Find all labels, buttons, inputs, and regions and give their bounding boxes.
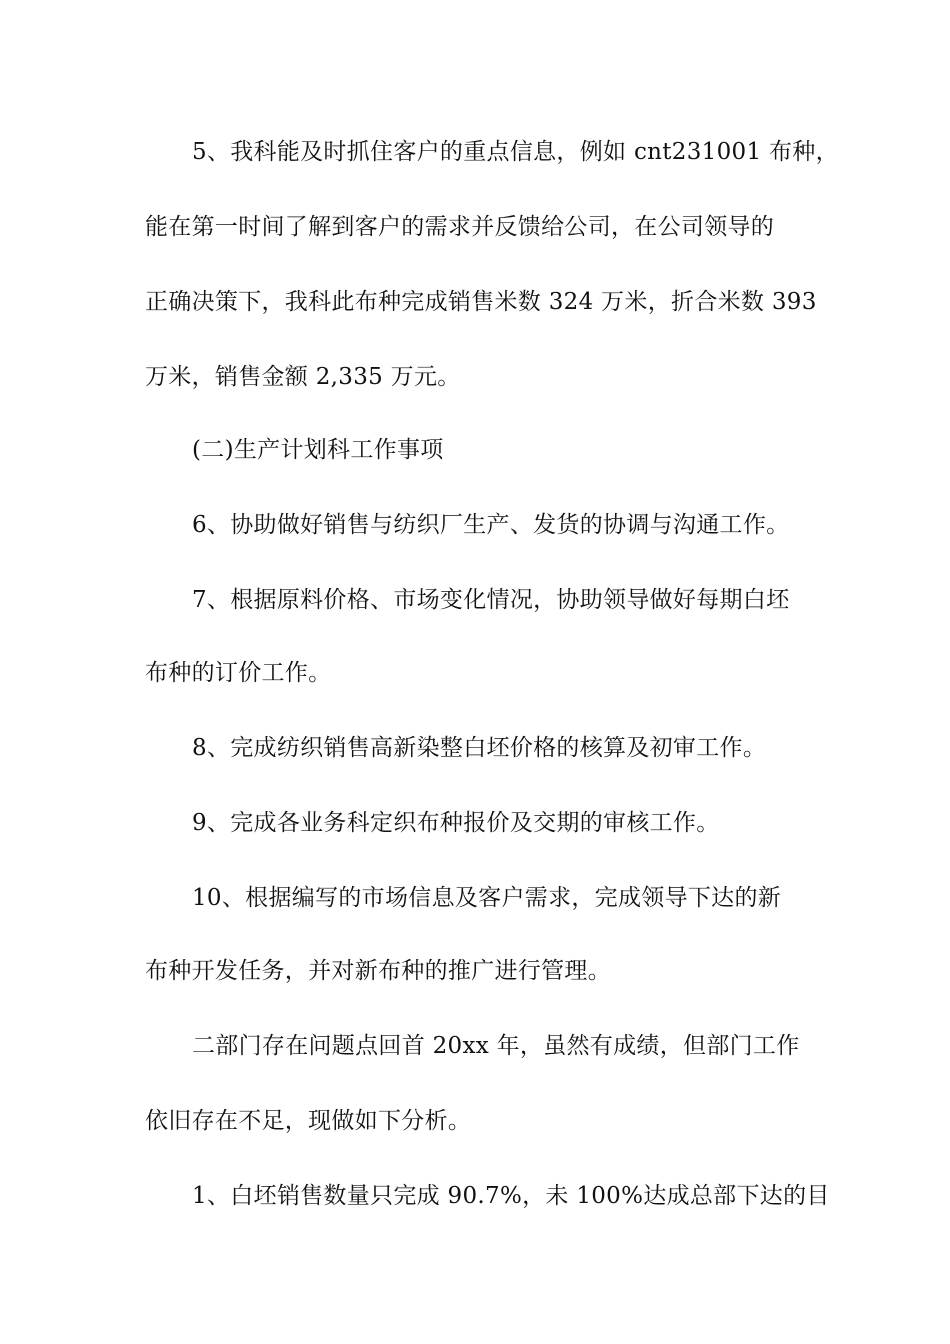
paragraph-line: 7、根据原料价格、市场变化情况，协助领导做好每期白坯 bbox=[192, 587, 790, 613]
paragraph-line: 1、白坯销售数量只完成 90.7%，未 100%达成总部下达的目 bbox=[192, 1183, 830, 1209]
paragraph-line: 5、我科能及时抓住客户的重点信息，例如 cnt231001 布种， bbox=[192, 139, 839, 165]
section-heading: (二)生产计划科工作事项 bbox=[192, 437, 444, 463]
paragraph-line: 依旧存在不足，现做如下分析。 bbox=[145, 1108, 472, 1134]
paragraph-line: 能在第一时间了解到客户的需求并反馈给公司，在公司领导的 bbox=[145, 214, 775, 240]
paragraph-line: 二部门存在问题点回首 20xx 年，虽然有成绩，但部门工作 bbox=[192, 1033, 800, 1059]
paragraph-line: 6、协助做好销售与纺织厂生产、发货的协调与沟通工作。 bbox=[192, 512, 790, 538]
paragraph-line: 布种的订价工作。 bbox=[145, 660, 332, 686]
paragraph-line: 布种开发任务，并对新布种的推广进行管理。 bbox=[145, 958, 611, 984]
paragraph-line: 万米，销售金额 2,335 万元。 bbox=[145, 364, 461, 390]
paragraph-line: 正确决策下，我科此布种完成销售米数 324 万米，折合米数 393 bbox=[145, 289, 817, 315]
paragraph-line: 10、根据编写的市场信息及客户需求，完成领导下达的新 bbox=[192, 885, 782, 911]
paragraph-line: 9、完成各业务科定织布种报价及交期的审核工作。 bbox=[192, 810, 720, 836]
paragraph-line: 8、完成纺织销售高新染整白坯价格的核算及初审工作。 bbox=[192, 735, 767, 761]
